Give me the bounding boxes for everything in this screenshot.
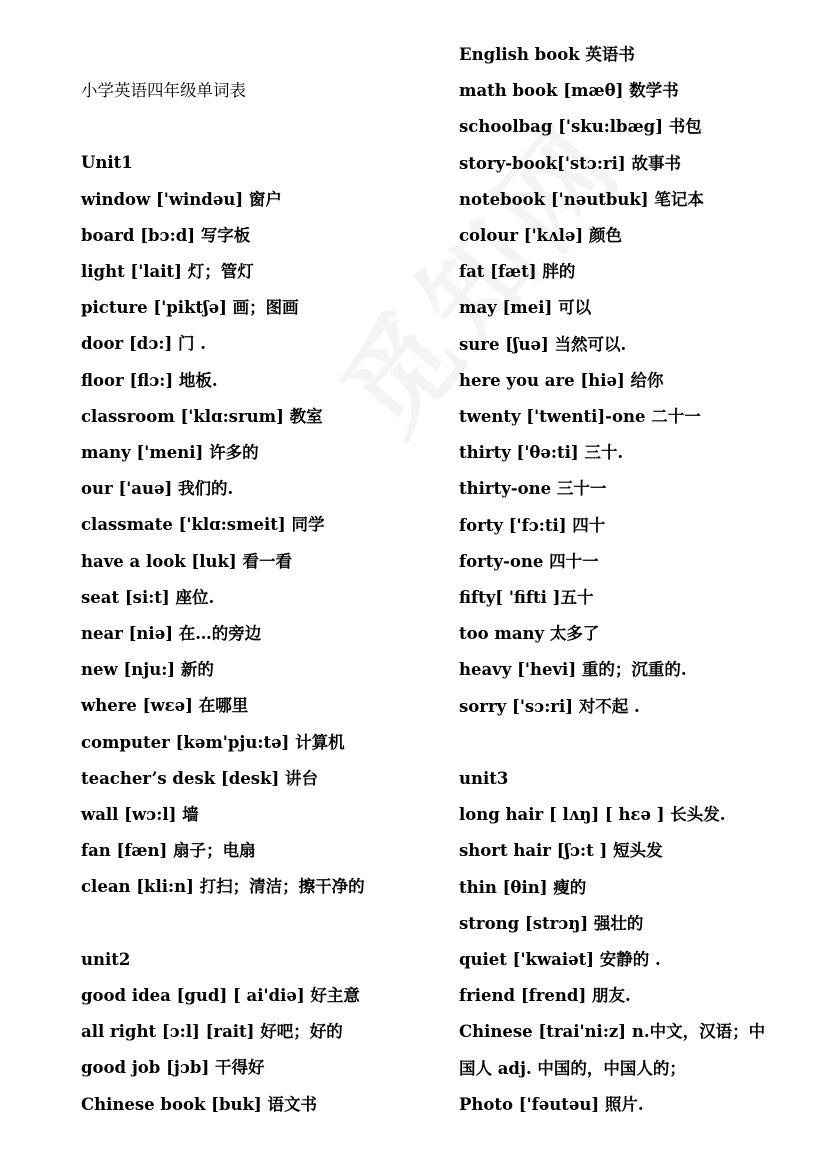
vocab-entry: may [mei] 可以 — [459, 298, 592, 318]
unit-heading: Unit1 — [81, 153, 133, 173]
vocab-entry: colour ['kʌlə] 颜色 — [459, 226, 622, 245]
vocab-entry: friend [frend] 朋友. — [459, 986, 631, 1006]
vocab-entry: thin [θin] 瘦的 — [459, 877, 587, 897]
vocab-entry: notebook ['nəutbuk] 笔记本 — [459, 189, 704, 209]
vocab-entry: math book [mæθ] 数学书 — [459, 81, 679, 101]
vocab-entry: short hair [ʃɔ:t ] 短头发 — [459, 841, 663, 861]
vocab-entry: twenty ['twenti]-one 二十一 — [459, 407, 701, 426]
vocab-entry: forty ['fɔ:ti] 四十 — [459, 515, 606, 535]
vocab-entry: floor [flɔ:] 地板. — [81, 370, 218, 390]
vocab-entry: here you are [hiə] 给你 — [459, 370, 664, 390]
vocab-entry: thirty ['θə:ti] 三十. — [459, 443, 624, 463]
vocab-entry: forty-one 四十一 — [459, 551, 599, 571]
vocab-entry: many ['meni] 许多的 — [81, 443, 259, 462]
vocab-entry: sure [ʃuə] 当然可以. — [459, 334, 627, 354]
vocab-entry: thirty-one 三十一 — [459, 479, 607, 499]
vocab-entry: heavy ['hevi] 重的；沉重的. — [459, 660, 687, 680]
vocab-entry: schoolbag ['sku:lbæg] 书包 — [459, 117, 702, 137]
vocab-entry: fifty[ 'fifti ]五十 — [459, 588, 594, 607]
vocab-entry: light ['lait] 灯；管灯 — [81, 262, 254, 281]
vocab-entry: board [bɔ:d] 写字板 — [81, 225, 251, 245]
vocab-entry: Chinese [trai'ni:z] n.中文，汉语；中国人 adj. 中国的，中国人的； — [459, 1022, 766, 1078]
page-title: 小学英语四年级单词表 — [81, 81, 246, 100]
vocab-entry: strong [strɔŋ] 强壮的 — [459, 913, 644, 933]
vocab-entry: too many 太多了 — [459, 624, 600, 644]
vocab-entry: classroom ['klɑ:srum] 教室 — [81, 406, 323, 426]
vocab-entry: have a look [luk] 看一看 — [81, 551, 292, 571]
vocab-entry: Photo ['fəutəu] 照片. — [459, 1094, 644, 1114]
vocab-entry: wall [wɔ:l] 墙 — [81, 805, 199, 824]
vocab-entry: door [dɔ:] 门 . — [81, 334, 207, 354]
vocab-entry: English book 英语书 — [459, 45, 635, 64]
vocab-entry: near [niə] 在…的旁边 — [81, 624, 262, 643]
vocab-entry: where [wɛə] 在哪里 — [81, 696, 249, 716]
vocab-entry: Chinese book [buk] 语文书 — [81, 1094, 317, 1114]
vocab-entry: good job [jɔb] 干得好 — [81, 1058, 265, 1078]
vocab-entry: quiet ['kwaiət] 安静的 . — [459, 950, 661, 969]
unit-heading: unit3 — [459, 769, 509, 788]
vocab-entry: new [nju:] 新的 — [81, 660, 214, 680]
unit-heading: unit2 — [81, 949, 131, 969]
vocab-entry: our ['auə] 我们的. — [81, 479, 234, 499]
vocab-entry: all right [ɔ:l] [rait] 好吧；好的 — [81, 1022, 343, 1042]
vocab-entry: computer [kəm'pju:tə] 计算机 — [81, 732, 345, 752]
vocab-entry: long hair [ lʌŋ] [ hɛə ] 长头发. — [459, 805, 726, 825]
vocab-entry: clean [kli:n] 打扫；清洁；擦干净的 — [81, 877, 365, 897]
vocab-entry: picture ['piktʃə] 画；图画 — [81, 298, 299, 318]
vocab-entry: teacher’s desk [desk] 讲台 — [81, 768, 319, 788]
vocab-entry: story-book['stɔ:ri] 故事书 — [459, 153, 681, 173]
vocab-entry: fat [fæt] 胖的 — [459, 262, 576, 282]
vocab-entry: sorry ['sɔ:ri] 对不起 . — [459, 696, 640, 716]
vocab-entry: classmate ['klɑ:smeit] 同学 — [81, 515, 325, 535]
vocab-entry: seat [si:t] 座位. — [81, 587, 215, 607]
vocab-entry: fan [fæn] 扇子；电扇 — [81, 841, 256, 861]
vocab-entry: window ['windəu] 窗户 — [81, 189, 282, 209]
vocab-entry: good idea [gud] [ ai'diə] 好主意 — [81, 986, 360, 1005]
